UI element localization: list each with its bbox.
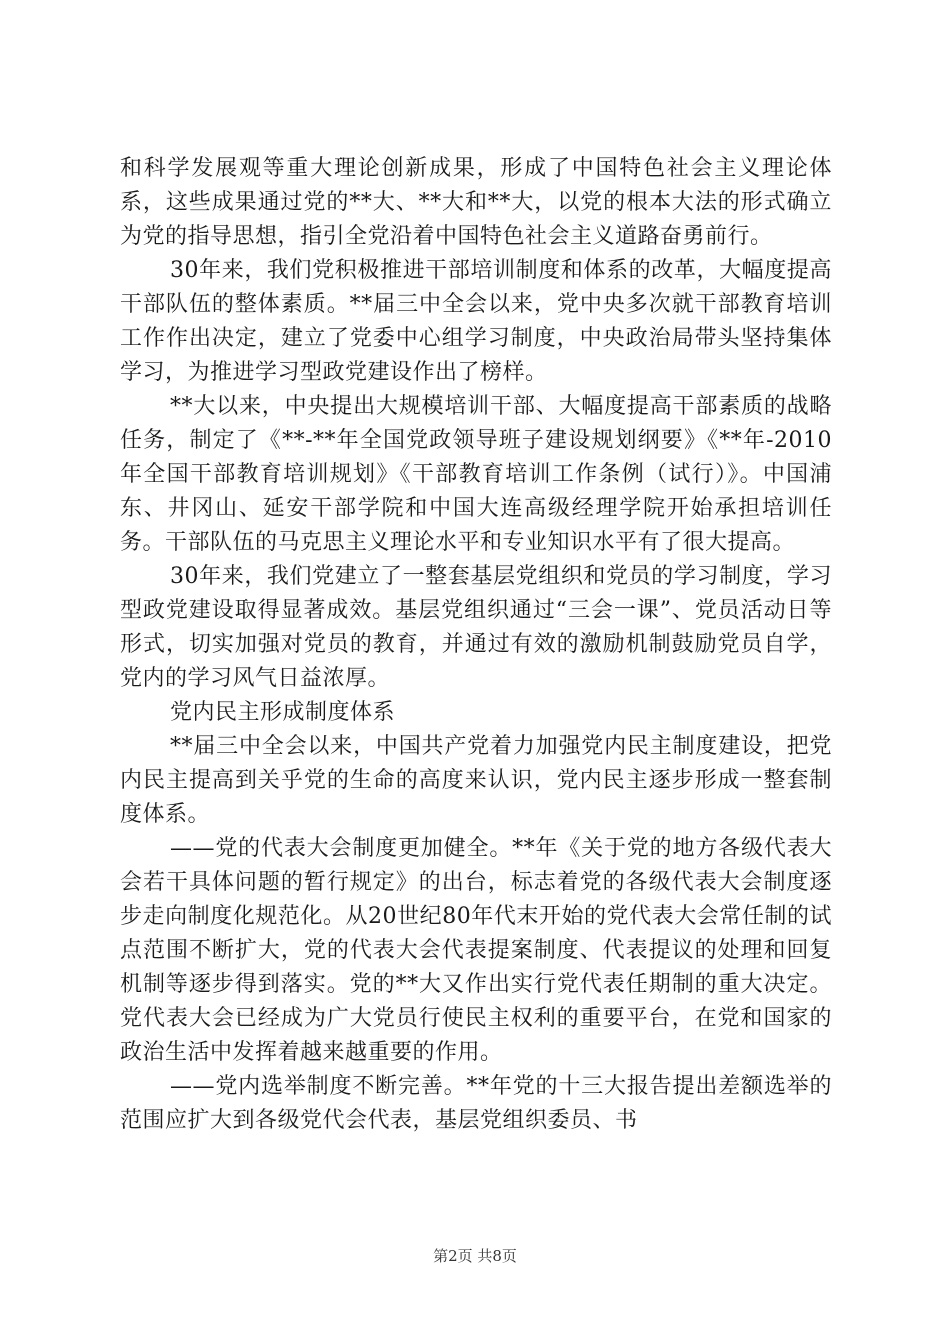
document-body — [120, 152, 832, 1138]
paragraph: 30年来，我们党积极推进干部培训制度和体系的改革，大幅度提高干部队伍的整体素质。**届三中全会以来，党中央多次就干部教育培训工作作出决定，建立了党委中心组学习制度，中央政治局带头坚持集体学习，为推进学习型政党建设作出了榜样。 — [120, 258, 832, 385]
page-footer: 第2页 共8页 — [433, 1247, 517, 1265]
paragraph: 和科学发展观等重大理论创新成果，形成了中国特色社会主义理论体系，这些成果通过党的**大、**大和**大，以党的根本大法的形式确立为党的指导思想，指引全党沿着中国特色社会主义道路奋勇前行。 — [120, 156, 832, 249]
paragraph: ——党的代表大会制度更加健全。**年《关于党的地方各级代表大会若干具体问题的暂行规定》的出台，标志着党的各级代表大会制度逐步走向制度化规范化。从20世纪80年代末开始的党代表大会常任制的试点范围不断扩大，党的代表大会代表提案制度、代表提议的处理和回复机制等逐步得到落实。党的**大又作出实行党代表任期制的重大决定。党代表大会已经成为广大党员行使民主权利的重要平台，在党和国家的政治生活中发挥着越来越重要的作用。 — [120, 836, 832, 1065]
paragraph: ——党内选举制度不断完善。**年党的十三大报告提出差额选举的范围应扩大到各级党代会代表，基层党组织委员、书 — [120, 1074, 832, 1133]
paragraph: **届三中全会以来，中国共产党着力加强党内民主制度建设，把党内民主提高到关乎党的生命的高度来认识，党内民主逐步形成一整套制度体系。 — [120, 734, 832, 827]
section-heading: 党内民主形成制度体系 — [170, 700, 396, 725]
paragraph: 30年来，我们党建立了一整套基层党组织和党员的学习制度，学习型政党建设取得显著成效。基层党组织通过“三会一课”、党员活动日等形式，切实加强对党员的教育，并通过有效的激励机制鼓励党员自学，党内的学习风气日益浓厚。 — [120, 564, 832, 691]
paragraph: **大以来，中央提出大规模培训干部、大幅度提高干部素质的战略任务，制定了《**-**年全国党政领导班子建设规划纲要》《**年-2010年全国干部教育培训规划》《干部教育培训工作条例（试行）》。中国浦东、井冈山、延安干部学院和中国大连高级经理学院开始承担培训任务。干部队伍的马克思主义理论水平和专业知识水平有了很大提高。 — [120, 394, 832, 555]
